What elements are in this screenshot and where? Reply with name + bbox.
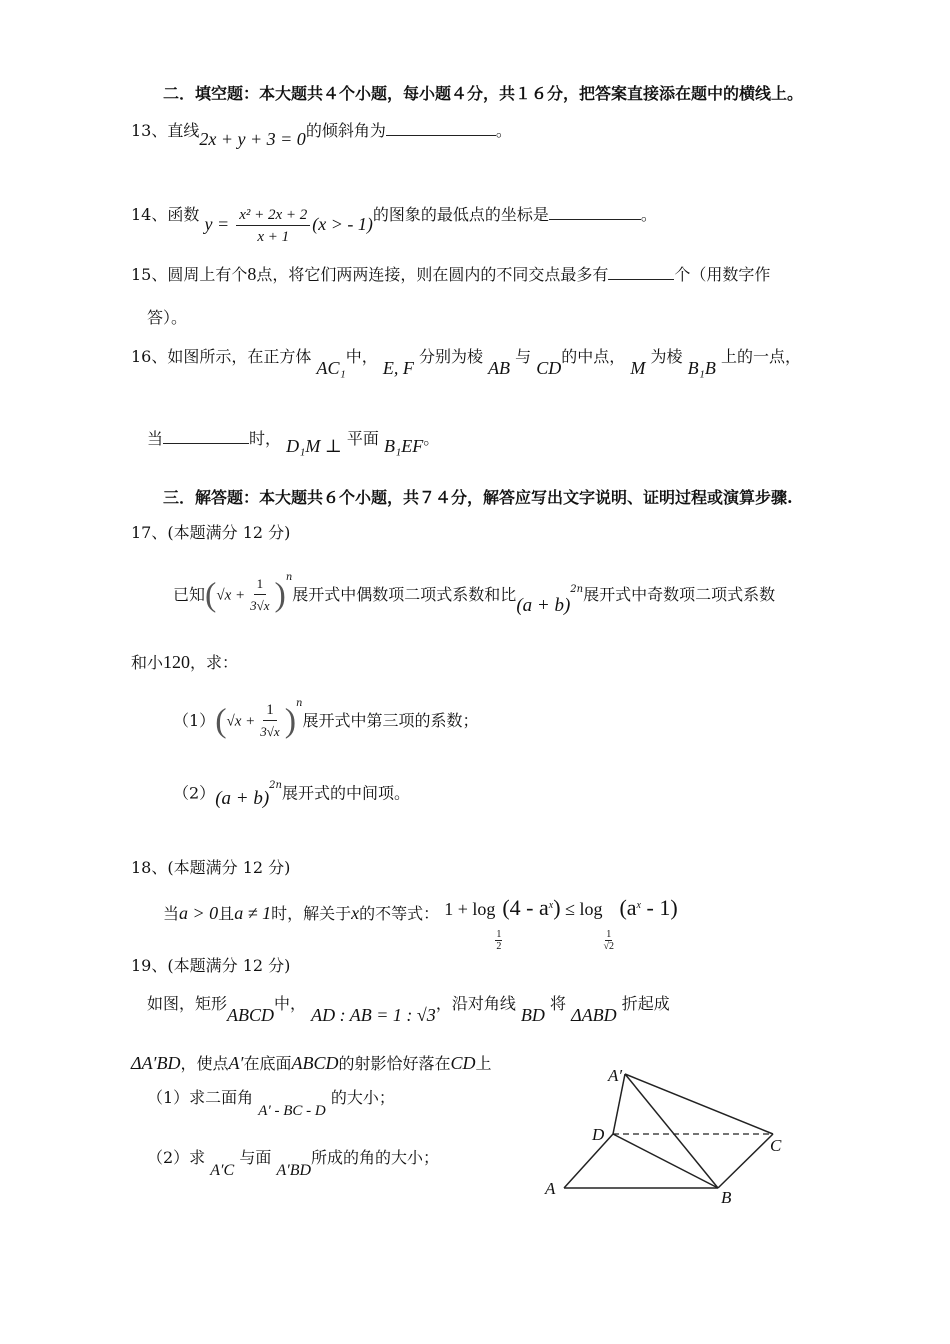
q18-base-2 (602, 929, 615, 953)
q16-edge-b1b: B₁B (687, 358, 716, 378)
q16-perpendicular: D₁M ⊥ (286, 436, 342, 456)
q15-number: 15、 (131, 265, 168, 284)
q17-t1: 已知 (173, 585, 206, 604)
q19-rect: ABCD (227, 1005, 275, 1025)
q17-p1-label: （1） (173, 711, 216, 730)
q19-p1-angle: A′ - BC - D (258, 1103, 326, 1119)
q17-p1-text: 展开式中第三项的系数； (302, 711, 479, 730)
q18-t1: 当 (163, 904, 180, 923)
q16-answer-blank[interactable] (163, 429, 249, 444)
q19-t9: 上 (475, 1054, 492, 1073)
q18-t4: 的不等式： (359, 904, 440, 923)
q14-number: 14、 (131, 205, 168, 224)
q15-text-3: 个（用数字作 (674, 265, 771, 284)
question-16 (131, 346, 801, 378)
q13-answer-blank[interactable] (386, 121, 496, 136)
q18-base-2-den: √2 (603, 941, 614, 952)
label-a: A (545, 1179, 556, 1198)
q17-continuation (131, 652, 238, 673)
q17-p2-binomial: (a + b) (215, 788, 270, 810)
q15-n: 8 (247, 264, 257, 284)
edge-ap-c (625, 1074, 773, 1134)
q13-end: 。 (495, 121, 512, 140)
q17-p1-fraction (257, 700, 282, 743)
q19-t4: 将 (550, 994, 567, 1013)
q19-t8: 的射影恰好落在 (338, 1054, 451, 1073)
q18-statement (163, 895, 678, 957)
folded-rectangle-figure (540, 1060, 800, 1208)
section-3-heading: 三．解答题：本大题共６个小题，共７４分，解答应写出文字说明、证明过程或演算步骤. (163, 488, 793, 507)
label-b: B (721, 1188, 732, 1207)
q16-t2: 中， (345, 347, 378, 366)
q19-p2-label: （2）求 (147, 1148, 206, 1167)
q16-t4: 与 (515, 347, 532, 366)
edge-c-b (718, 1134, 773, 1188)
q19-t3: ，沿对角线 (435, 994, 516, 1013)
q18-base-2-num: 1 (606, 929, 612, 940)
q16-t5: 的中点， (561, 347, 626, 366)
q17-p1-right-paren: ) (284, 702, 297, 740)
q17-fraction (247, 574, 272, 617)
q18-cond-2: a ≠ 1 (234, 903, 272, 923)
q16-cube: AC₁ (316, 358, 346, 378)
q16-t10: 平面 (346, 429, 379, 448)
q19-p2-line: A′C (210, 1162, 235, 1179)
q16-continuation (147, 428, 440, 456)
q18-base-1 (495, 929, 502, 953)
q17-exponent-n: n (285, 571, 293, 583)
q18-cond-1: a > 0 (179, 903, 219, 923)
q15-text-1: 圆周上有个 (167, 265, 248, 284)
q18-base-1-den: 2 (496, 941, 502, 952)
q14-lead: 函数 (167, 205, 200, 224)
q17-heading: 17、(本题满分 12 分) (131, 523, 291, 542)
q18-rhs-end: - 1) (641, 895, 678, 920)
q17-p1-root: √x + (226, 713, 256, 730)
q16-number: 16、 (131, 347, 168, 366)
question-14 (131, 194, 657, 245)
q17-p1-exponent: n (296, 697, 303, 709)
q13-lead: 直线 (167, 121, 200, 140)
q17-number-120: 120 (163, 652, 191, 672)
q16-point-m: M (630, 358, 646, 378)
q19-folded-triangle: ΔA′BD (131, 1053, 181, 1073)
q17-p2-label: （2） (173, 783, 216, 803)
q13-number: 13、 (131, 121, 168, 140)
q14-tail: 的图象的最低点的坐标是 (372, 205, 549, 224)
q19-point-ap: A′ (228, 1053, 244, 1073)
q18-heading: 18、(本题满分 12 分) (131, 858, 291, 877)
label-a-prime: A′ (608, 1066, 623, 1085)
q17-p1-fraction-den: 3√x (260, 724, 280, 739)
q19-heading: 19、(本题满分 12 分) (131, 956, 291, 975)
q18-rhs: ≤ log (565, 899, 603, 919)
label-d: D (592, 1125, 605, 1144)
q16-t7: 上的一点， (720, 347, 801, 366)
q18-var-x: x (351, 903, 360, 923)
q18-rhs-arg: (a (619, 895, 637, 920)
label-c: C (770, 1136, 782, 1155)
q17-part-1 (173, 697, 479, 743)
q16-t8: 当 (147, 429, 164, 448)
q19-t6: ，使点 (180, 1054, 229, 1073)
q18-lhs-exp: x (548, 900, 554, 911)
edge-d-b (613, 1134, 718, 1188)
q19-p1-label: （1）求二面角 (147, 1088, 254, 1107)
q19-base: ABCD (291, 1053, 339, 1073)
q15-answer-blank[interactable] (608, 265, 674, 280)
q16-t3: 分别为棱 (418, 347, 483, 366)
q17-part-2 (173, 780, 410, 810)
q17-t5: ，求： (190, 653, 239, 672)
q18-lhs: 1 + log (444, 899, 496, 919)
q19-line-cd: CD (450, 1053, 476, 1073)
q13-tail: 的倾斜角为 (305, 121, 386, 140)
q18-base-1-num: 1 (496, 929, 502, 940)
q16-t6: 为棱 (650, 347, 683, 366)
q17-t2: 展开式中偶数项二项式系数和比 (292, 585, 517, 604)
section-2-heading: 二．填空题：本大题共４个小题，每小题４分，共１６分，把答案直接添在题中的横线上。 (163, 84, 804, 103)
question-15 (131, 264, 770, 285)
q17-t3: 展开式中奇数项二项式系数 (583, 585, 776, 604)
edge-ap-b (625, 1074, 718, 1188)
q19-p2-plane: A′BD (276, 1162, 312, 1179)
q14-answer-blank[interactable] (549, 205, 641, 220)
q15-text-2: 点，将它们两两连接，则在圆内的不同交点最多有 (256, 265, 609, 284)
q17-root: √x + (216, 587, 246, 604)
q19-t2: 中， (274, 994, 307, 1013)
q18-t3: 时，解关于 (271, 904, 352, 923)
q15-continuation: 答）。 (147, 308, 188, 327)
q19-p2-t1: 与面 (239, 1148, 272, 1167)
q17-left-paren: ( (205, 576, 217, 614)
q13-equation: 2x + y + 3 = 0 (199, 129, 306, 149)
q16-points-ef: E, F (382, 358, 414, 378)
q19-part-2 (147, 1148, 440, 1179)
q14-y: y = (204, 214, 230, 234)
q14-numerator: x² + 2x + 2 (236, 205, 310, 226)
q17-p1-left-paren: ( (215, 702, 227, 740)
q16-edge-cd: CD (536, 358, 562, 378)
q17-p2-exponent: 2n (269, 780, 282, 791)
q14-denominator: x + 1 (257, 229, 290, 245)
q19-t1: 如图，矩形 (147, 994, 228, 1013)
q14-fraction (236, 205, 310, 248)
q14-condition: (x > - 1) (312, 214, 373, 234)
q18-inequality (444, 895, 678, 952)
q19-continuation (131, 1053, 492, 1074)
q19-t7: 在底面 (243, 1054, 292, 1073)
q19-diagonal: BD (520, 1005, 545, 1025)
q17-t4: 和小 (131, 653, 164, 672)
q19-p2-t2: 所成的角的大小； (311, 1148, 440, 1167)
q16-plane: B₁EF (384, 436, 424, 456)
q16-edge-ab: AB (488, 358, 511, 378)
q19-triangle: ΔABD (571, 1005, 617, 1025)
q18-t2: 且 (218, 904, 235, 923)
q17-p2-text: 展开式的中间项。 (281, 783, 410, 803)
q16-t1: 如图所示，在正方体 (167, 347, 312, 366)
q17-fraction-den: 3√x (250, 598, 270, 613)
question-13 (131, 120, 512, 149)
q18-lhs-close: ) (553, 895, 561, 920)
edge-d-a (564, 1134, 613, 1188)
q19-p1-text: 的大小； (330, 1088, 395, 1107)
q16-t9: 时， (249, 429, 282, 448)
q17-statement (173, 571, 776, 617)
q14-end: 。 (640, 205, 657, 224)
q19-part-1 (147, 1088, 395, 1119)
q18-rhs-exp: x (636, 900, 641, 911)
q19-ratio: AD : AB = 1 : √3 (311, 1005, 436, 1025)
q19-t5: 折起成 (621, 994, 670, 1013)
q16-end: 。 (423, 429, 440, 448)
q17-exponent-2n: 2n (570, 583, 584, 595)
q17-right-paren: ) (274, 576, 286, 614)
q18-lhs-arg: (4 - a (502, 895, 549, 920)
q17-p1-fraction-num: 1 (263, 700, 277, 721)
q19-statement (147, 993, 670, 1025)
q17-binomial: (a + b) (516, 594, 571, 616)
q17-fraction-num: 1 (254, 574, 267, 595)
